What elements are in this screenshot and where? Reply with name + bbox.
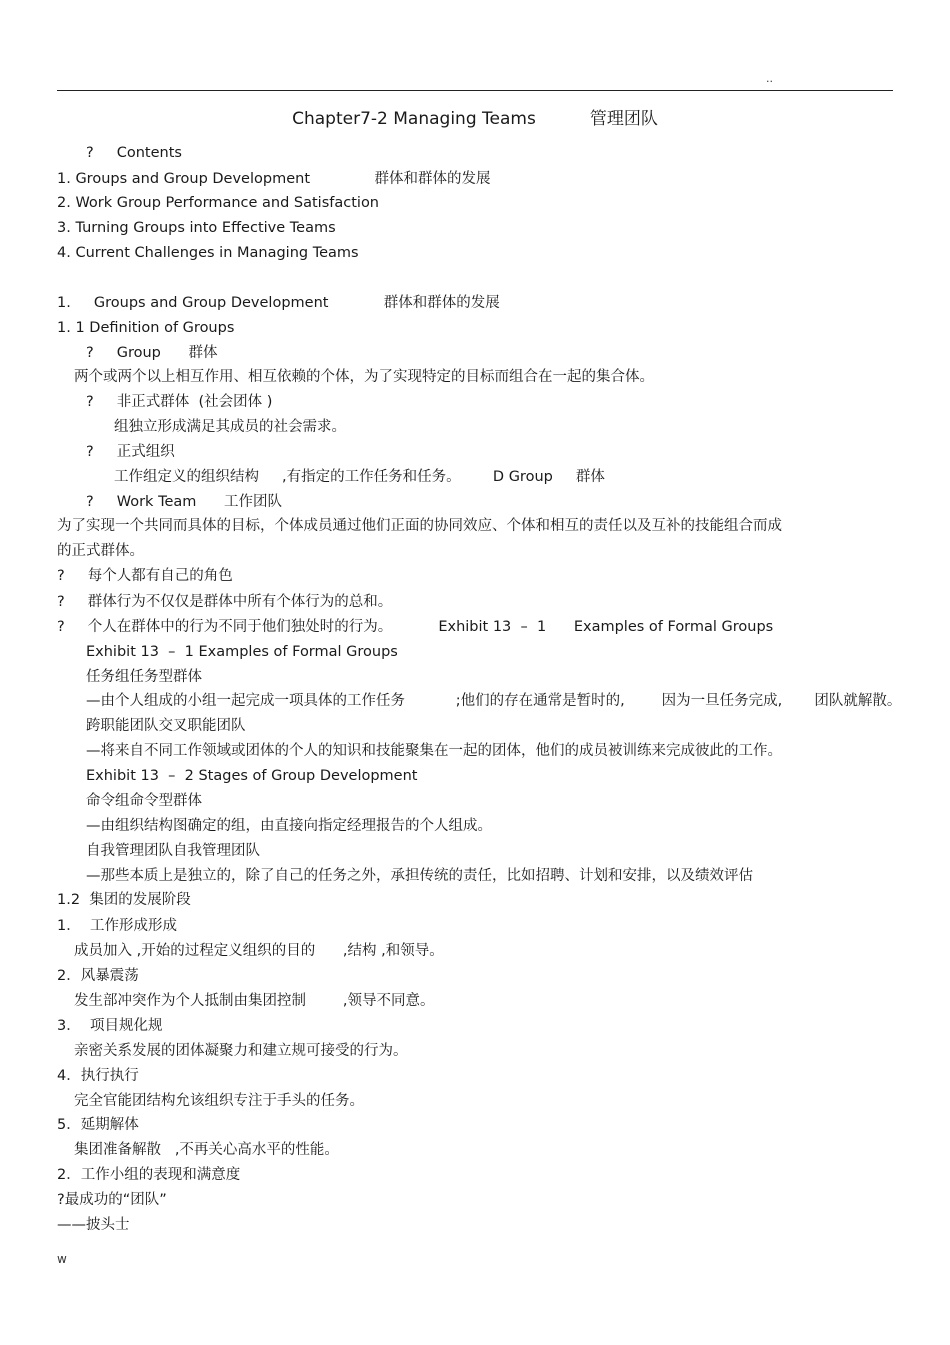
stage-heading: 5．延期解体 bbox=[57, 1117, 139, 1133]
paragraph-line: 为了实现一个共同而具体的目标，个体成员通过他们正面的协同效应、个体和相互的责任以及互补的技能组合而成 bbox=[57, 518, 782, 534]
bullet-item: ?最成功的“团队” bbox=[57, 1192, 167, 1208]
paragraph-line: 亲密关系发展的团体凝聚力和建立规可接受的行为。 bbox=[74, 1043, 408, 1059]
bullet-item: ? 个人在群体中的行为不同于他们独处时的行为。 Exhibit 13 – 1 Examples of Formal Groups bbox=[57, 619, 774, 635]
stage-heading: 4．执行执行 bbox=[57, 1068, 139, 1084]
paragraph-line: 成员加入 ,开始的过程定义组织的目的 ,结构 ,和领导。 bbox=[74, 943, 444, 959]
paragraph-line: 组独立形成满足其成员的社会需求。 bbox=[114, 419, 346, 435]
subsection-heading: 1. 1 Definition of Groups bbox=[57, 320, 235, 336]
paragraph-line: 两个或两个以上相互作用、相互依赖的个体，为了实现特定的目标而组合在一起的集合体。 bbox=[74, 369, 654, 385]
paragraph-line: —由个人组成的小组一起完成一项具体的工作任务 ;他们的存在通常是暂时的, 因为一旦任务完成, 团队就解散。 bbox=[86, 693, 902, 709]
paragraph-line: —将来自不同工作领域或团体的个人的知识和技能聚集在一起的团体，他们的成员被训练来完成彼此的工作。 bbox=[86, 743, 782, 759]
contents-heading: ? Contents bbox=[86, 145, 182, 161]
header-rule bbox=[57, 90, 893, 91]
stage-heading: 3． 项目规化规 bbox=[57, 1018, 163, 1034]
paragraph-line: 命令组命令型群体 bbox=[86, 793, 202, 809]
paragraph-line: ——披头士 bbox=[57, 1217, 130, 1233]
bullet-item: ? 群体行为不仅仅是群体中所有个体行为的总和。 bbox=[57, 594, 393, 610]
paragraph-line: 集团准备解散 ,不再关心高水平的性能。 bbox=[74, 1142, 339, 1158]
bullet-item: ? 正式组织 bbox=[86, 444, 175, 460]
exhibit-heading: Exhibit 13 – 1 Examples of Formal Groups bbox=[86, 644, 398, 660]
toc-item: 2. Work Group Performance and Satisfaction bbox=[57, 195, 380, 211]
footer-marker: w bbox=[57, 1252, 67, 1266]
bullet-item: ? 非正式群体 (社会团体 ) bbox=[86, 394, 273, 410]
toc-item: 1. Groups and Group Development 群体和群体的发展 bbox=[57, 171, 491, 187]
paragraph-line: 发生部冲突作为个人抵制由集团控制 ,领导不同意。 bbox=[74, 993, 435, 1009]
bullet-item: ? 每个人都有自己的角色 bbox=[57, 568, 233, 584]
paragraph-line: 自我管理团队自我管理团队 bbox=[86, 843, 260, 859]
paragraph-line: 工作组定义的组织结构 ,有指定的工作任务和任务。 D Group 群体 bbox=[114, 469, 605, 485]
section-heading: 1. Groups and Group Development 群体和群体的发展 bbox=[57, 295, 500, 311]
paragraph-line: 跨职能团队交叉职能团队 bbox=[86, 718, 246, 734]
toc-item: 3. Turning Groups into Effective Teams bbox=[57, 220, 336, 236]
exhibit-heading: Exhibit 13 – 2 Stages of Group Development bbox=[86, 768, 418, 784]
paragraph-line: 完全官能团结构允该组织专注于手头的任务。 bbox=[74, 1093, 364, 1109]
toc-item: 4. Current Challenges in Managing Teams bbox=[57, 245, 359, 261]
subsection-heading: 1.2 集团的发展阶段 bbox=[57, 892, 191, 908]
bullet-item: ? Group 群体 bbox=[86, 345, 218, 361]
bullet-item: ? Work Team 工作团队 bbox=[86, 494, 283, 510]
paragraph-line: —由组织结构图确定的组，由直接向指定经理报告的个人组成。 bbox=[86, 818, 492, 834]
section-heading: 2．工作小组的表现和满意度 bbox=[57, 1167, 241, 1183]
paragraph-line: 的正式群体。 bbox=[57, 543, 144, 559]
page-title: Chapter7-2 Managing Teams 管理团队 bbox=[292, 109, 658, 129]
stage-heading: 2．风暴震荡 bbox=[57, 968, 139, 984]
stage-heading: 1． 工作形成形成 bbox=[57, 918, 177, 934]
paragraph-line: 任务组任务型群体 bbox=[86, 669, 202, 685]
header-marker: .. bbox=[766, 72, 773, 85]
paragraph-line: —那些本质上是独立的，除了自己的任务之外，承担传统的责任，比如招聘、计划和安排，以及绩效评估 bbox=[86, 868, 753, 884]
